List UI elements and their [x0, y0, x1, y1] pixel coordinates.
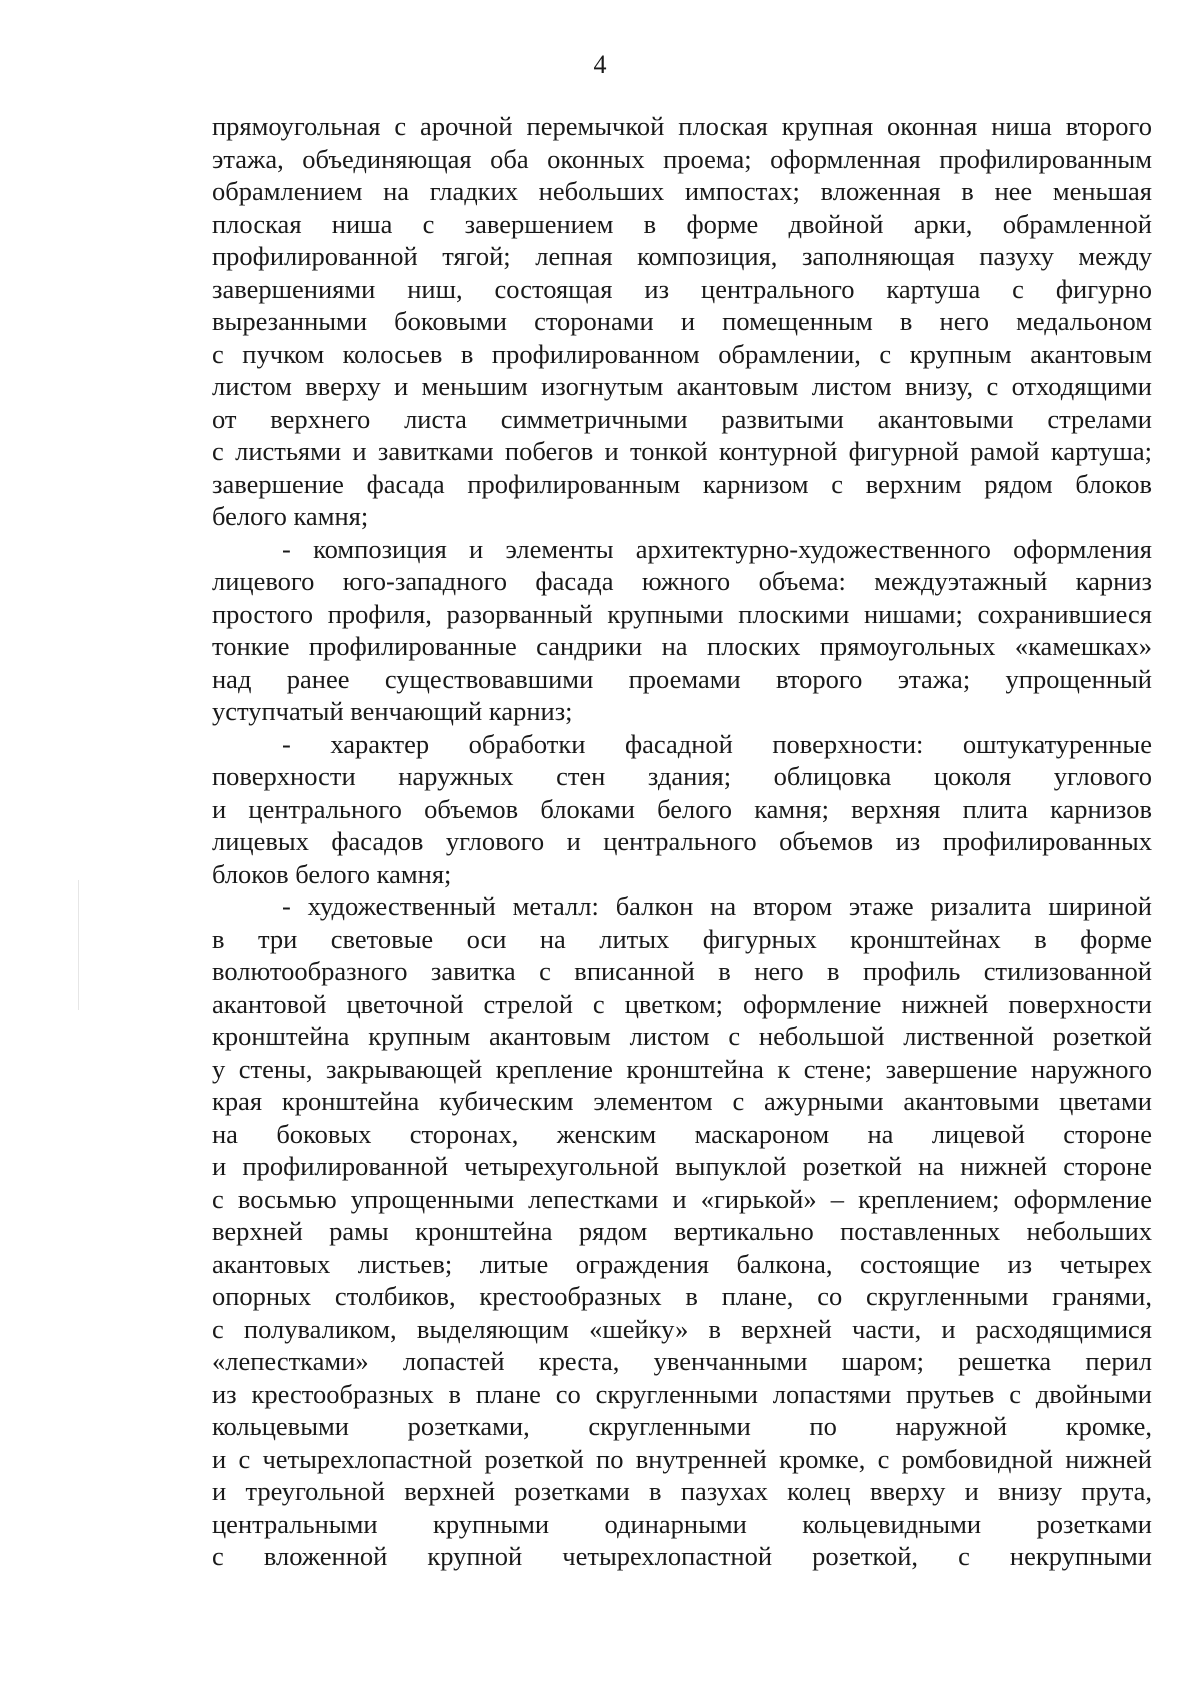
text-line: у стены, закрывающей крепление кронштейна к стене; завершение наружного [212, 1053, 1152, 1084]
page-number: 4 [593, 50, 607, 79]
text-line: и профилированной четырехугольной выпуклой розеткой на нижней стороне [212, 1151, 1152, 1181]
text-line: на боковых сторонах, женским маскароном на лицевой стороне [212, 1118, 1152, 1149]
text-line: вырезанными боковыми сторонами и помещенным в него медальоном [212, 306, 1152, 336]
text-line: профилированной тягой; лепная композиция, заполняющая пазуху между [212, 241, 1152, 271]
text-line: и с четырехлопастной розеткой по внутренней кромке, с ромбовидной нижней [212, 1443, 1152, 1474]
text-line: с пучком колосьев в профилированном обрамлении, с крупным акантовым [212, 338, 1152, 369]
scan-margin-mark [78, 880, 79, 1010]
text-line: от верхнего листа симметричными развитыми акантовыми стрелами [212, 403, 1152, 434]
text-line: - характер обработки фасадной поверхности: оштукатуренные [282, 728, 1152, 759]
text-line: прямоугольная с арочной перемычкой плоская крупная оконная ниша второго [212, 111, 1152, 141]
text-line: лицевого юго-западного фасада южного объема: междуэтажный карниз [212, 566, 1152, 596]
text-line: над ранее существовавшими проемами второго этажа; упрощенный [212, 663, 1152, 694]
text-line: акантовой цветочной стрелой с цветком; оформление нижней поверхности [212, 988, 1152, 1019]
text-line: - композиция и элементы архитектурно-художественного оформления [282, 533, 1152, 564]
text-line: края кронштейна кубическим элементом с ажурными акантовыми цветами [212, 1086, 1152, 1116]
text-line: волютообразного завитка с вписанной в него в профиль стилизованной [212, 956, 1152, 986]
text-line: с полуваликом, выделяющим «шейку» в верхней части, и расходящимися [212, 1313, 1152, 1344]
text-line: «лепестками» лопастей креста, увенчанными шаром; решетка перил [212, 1346, 1152, 1376]
text-line: обрамлением на гладких небольших импостах; вложенная в нее меньшая [212, 176, 1152, 206]
text-line: кольцевыми розетками, скругленными по наружной кромке, [212, 1411, 1152, 1441]
text-line: верхней рамы кронштейна рядом вертикально поставленных небольших [212, 1216, 1152, 1246]
text-line: кронштейна крупным акантовым листом с небольшой лиственной розеткой [212, 1021, 1152, 1051]
text-line: листом вверху и меньшим изогнутым акантовым листом внизу, с отходящими [212, 371, 1152, 401]
text-line: тонкие профилированные сандрики на плоских прямоугольных «камешках» [212, 631, 1152, 661]
text-line: этажа, объединяющая оба оконных проема; оформленная профилированным [212, 143, 1152, 174]
text-line: и центрального объемов блоками белого камня; верхняя плита карнизов [212, 793, 1152, 824]
text-line: плоская ниша с завершением в форме двойной арки, обрамленной [212, 208, 1152, 239]
text-line: с восьмью упрощенными лепестками и «гирькой» – креплением; оформление [212, 1183, 1152, 1214]
text-line: завершение фасада профилированным карнизом с верхним рядом блоков [212, 468, 1152, 499]
text-line: акантовых листьев; литые ограждения балкона, состоящие из четырех [212, 1248, 1152, 1279]
document-body [212, 110, 1152, 1573]
text-line: уступчатый венчающий карниз; [212, 696, 573, 726]
text-line: и треугольной верхней розетками в пазухах колец вверху и внизу прута, [212, 1476, 1152, 1506]
text-line: простого профиля, разорванный крупными плоскими нишами; сохранившиеся [212, 598, 1152, 629]
text-line: белого камня; [212, 501, 369, 531]
text-line: из крестообразных в плане со скругленными лопастями прутьев с двойными [212, 1378, 1152, 1409]
text-line: опорных столбиков, крестообразных в плане, со скругленными гранями, [212, 1281, 1152, 1311]
text-line: центральными крупными одинарными кольцевидными розетками [212, 1508, 1152, 1539]
text-line: в три световые оси на литых фигурных кронштейнах в форме [212, 923, 1152, 954]
text-line: завершениями ниш, состоящая из центрального картуша с фигурно [212, 273, 1152, 304]
text-line: с листьями и завитками побегов и тонкой контурной фигурной рамой картуша; [212, 436, 1152, 466]
text-line: лицевых фасадов углового и центрального объемов из профилированных [212, 826, 1152, 856]
text-line: поверхности наружных стен здания; облицовка цоколя углового [212, 761, 1152, 791]
text-line: блоков белого камня; [212, 858, 452, 889]
text-line: - художественный металл: балкон на втором этаже ризалита шириной [282, 891, 1152, 921]
text-line: с вложенной крупной четырехлопастной розеткой, с некрупными [212, 1541, 1152, 1571]
